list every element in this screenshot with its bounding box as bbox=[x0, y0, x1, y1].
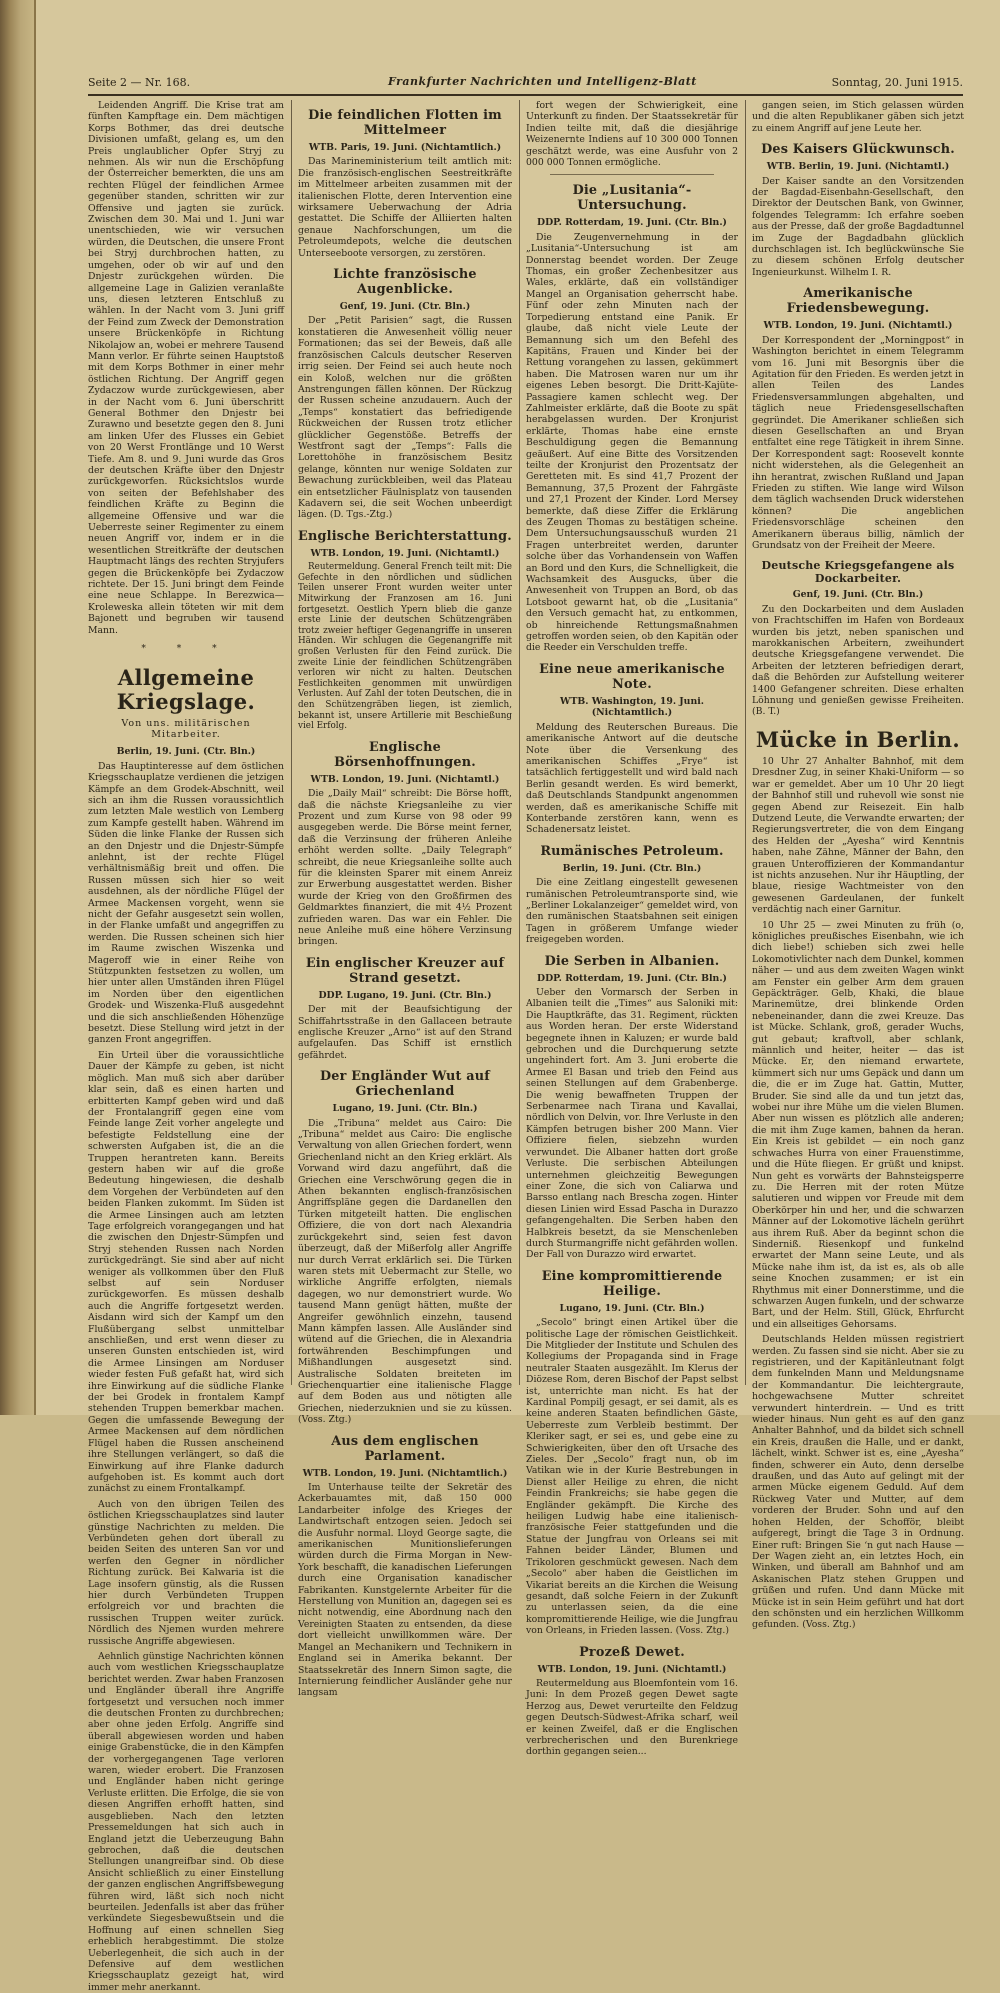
page-header bbox=[88, 72, 963, 96]
dateline: WTB. Berlin, 19. Juni. (Nichtamtl.) bbox=[766, 161, 950, 173]
article-text: Der Korrespondent der „Morningpost“ in Washington berichtet in einem Telegramm vom 16. Juni mit Besorgnis über die Agitation für den Frieden. Es werden jetzt in allen Teilen des Landes Friedensversammlungen abgehalten, und täglich neue Friedensgesellschaften gegründet. Die Amerikaner schließen sich diesen Gesellschaften an und Bryan entfaltet eine rege Tätigkeit in ihrem Sinne. Der Korrespondent sagt: Roosevelt konnte nicht widerstehen, als die Gelegenheit an ihn herantrat, zwischen Rußland und Japan Frieden zu stiften. Wie lange wird Wilson dem täglich wachsenden Druck widerstehen können? Die angeblichen Friedensvorschläge scheinen den Amerikanern überaus billig, nämlich der Grundsatz von der Freiheit der Meere. bbox=[752, 334, 964, 551]
column-4 bbox=[752, 100, 964, 1631]
article-byline: Von uns. militärischen Mitarbeiter. bbox=[121, 717, 251, 740]
article-headline: Lichte französische Augenblicke. bbox=[333, 267, 477, 298]
article-headline: Des Kaisers Glückwunsch. bbox=[761, 142, 955, 158]
article-text: Der mit der Beaufsichtigung der Schiffahrtsstraße in den Gallaceen betraute englische Kreuzer „Arno“ ist auf den Strand aufgelaufen. Das Schiff ist ernstlich gefährdet. bbox=[298, 1004, 512, 1061]
article-headline: Allgemeine Kriegslage. bbox=[116, 664, 256, 714]
article-headline: Eine neue amerikanische Note. bbox=[539, 661, 725, 692]
article-headline: Der Engländer Wut auf Griechenland bbox=[319, 1069, 490, 1100]
article-text: Deutschlands Helden müssen registriert werden. Zu fassen sind sie nicht. Aber sie zu registrieren, und der Kapitänleutnant folgt dem funkelnden Mann und Meldungsname der Kommandantur. Die leichtergraute, hochgewachsene Mutter schreitet verwundert hinterdrein. — Und es tritt wieder hinaus. Nun geht es auf den ganz Anhalter Bahnhof, und da bildet sich schnell ein Kreis, draußen die Halle, und er dankt, lächelt, winkt. Schwer ist es, eine „Ayesha“ finden, schwerer ein Auto, denn derselbe draußen, und das Auto auf gelingt mit der armen Mücke eigenem Geduld. Auf dem Rückweg Vater und Mutter, auf dem vorderen der Bruder. Sohn und auf den hohen Helden, der Schofför, bleibt aufgeregt, bringt die Tage 3 in Ordnung. Einer ruft: Bringen Sie ‘n gut nach Hause — Der Wagen zieht an, ein letztes Hoch, ein Winken, und überall am Bahnhof und am Askanischen Platz stehen Gruppen und grüßen und rufen. Und dann Mücke mit Mücke ist in sein Heim geführt und hat dort den schönsten und ein herzlichen Willkomm gefunden. (Voss. Ztg.) bbox=[752, 1334, 964, 1631]
article-headline: Englische Börsenhoffnungen. bbox=[334, 739, 476, 770]
article-text: Die Zeugenvernehmung in der „Lusitania“-Untersuchung ist am Donnerstag beendet worden. Der Zeuge Thomas, ein großer Zechenbesitzer aus Wales, erklärte, daß ein vollständiger Mangel an Organisation geherrscht habe. Fünf oder zehn Minuten nach der Torpedierung entstand eine Panik. Er glaube, daß nicht viele Leute der Bemannung sich um den Befehl des Kapitäns, Frauen und Kinder bei der Rettung vorangehen zu lassen, gekümmert haben. Die Matrosen waren nur um ihr eigenes Leben besorgt. Die Dritt-Kajüte-Passagiere kamen schlecht weg. Der Zahlmeister erklärte, daß die Boote zu spät herabgelassen wurden. Der Kronjurist erklärte, Thomas habe eine ernste Beschuldigung gegen die Bemannung geäußert. Auf eine Bitte des Vorsitzenden teilte der Kronjurist den Prozentsatz der Geretteten mit. Es sind 41,7 Prozent der Bemannung, 37,5 Prozent der Fahrgäste und 27,1 Prozent der Kinder. Lord Mersey bemerkte, daß diese Ziffer die Erklärung des Zeugen Thomas zu bestätigen scheine. Dem Untersuchungsausschuß wurden 21 Fragen unterbreitet werden, darunter solche über das Vorhandensein von Waffen an Bord und den Kurs, die Schnelligkeit, die Wachsamkeit des Ausgucks, über die Anwesenheit von Truppen an Bord, ob das Lotsboot gewarnt hat, ob die „Lusitania“ den Versuch gemacht hat, zu entkommen, ob hinreichende Rettungsmaßnahmen getroffen worden seien, ob den Kapitän oder die Reeder ein Verschulden treffe. bbox=[526, 231, 738, 654]
article-headline: Ein englischer Kreuzer auf Strand gesetzt. bbox=[305, 955, 505, 986]
article-text: fort wegen der Schwierigkeit, eine Unterkunft zu finden. Der Staatssekretär für Indien teilte mit, daß die diesjährige Weizenernte Indiens auf 10 300 000 Tonnen geschätzt werde, was eine Ausfuhr von 2 000 000 Tonnen ermögliche. bbox=[526, 100, 738, 169]
article-headline: Deutsche Kriegsgefangene als Dockarbeiter. bbox=[761, 559, 955, 586]
article-text: Zu den Dockarbeiten und dem Ausladen von Frachtschiffen im Hafen von Bordeaux wurden bis jetzt, neben spanischen und marokkanischen Arbeitern, zweihundert deutsche Kriegsgefangene verwendet. Die Arbeiten der letzteren befriedigen derart, daß die Behörden zur Aufstellung weiterer 1400 Gefangener schreiten. Diese erhalten Löhnung und genießen gewisse Freiheiten. (B. T.) bbox=[752, 603, 964, 718]
article-headline: Amerikanische Friedensbewegung. bbox=[786, 286, 930, 317]
article-text: Reutermeldung. General French teilt mit: Die Gefechte in den nördlichen und südlichen Teilen unserer Front wurden weiter unter Mitwirkung der Franzosen am 16. Juni fortgesetzt. Oestlich Ypern blieb die ganze erste Linie der deutschen Schützengräben trotz zweier heftiger Gegenangriffe in unseren Händen. Wir schlugen die Gegenangriffe mit großen Verlusten für den Feind zurück. Die zweite Linie der feindlichen Schützengräben verloren wir nicht zu halten. Deutschen Festlichkeiten genommen mit unwürdigen Verlusten. Auf Zahl der toten Deutschen, die in den Schützengräben liegen, ist ziemlich, bekannt ist, unsere Artillerie mit Beschießung viel Erfolg. bbox=[298, 562, 512, 732]
article-headline: Aus dem englischen Parlament. bbox=[331, 1433, 479, 1464]
article-text: Der Kaiser sandte an den Vorsitzenden der Bagdad-Eisenbahn-Gesellschaft, den Direktor der Deutschen Bank, von Gwinner, folgendes Telegramm: Ich erfahre soeben aus der Presse, daß der große Bagdadtunnel im Zuge der Bagdadbahn glücklich durchschlagen ist. Ich beglückwünsche Sie zu diesem schönen Erfolg deutscher Ingenieurkunst. Wilhelm I. R. bbox=[752, 175, 964, 278]
article-text: 10 Uhr 27 Anhalter Bahnhof, mit dem Dresdner Zug, in seiner Khaki-Uniform — so war er gemeldet. Aber um 10 Uhr 20 liegt der Bahnhof still und ruhevoll wie sonst nie gegen Abend zur Reisezeit. Ein halb Dutzend Leute, die Verwandte erwarten; der Regierungsvertreter, die von dem Eingang des Helden der „Ayesha“ wird Kenntnis haben, nahe Zähne, Männer der Bahn, den grauen Unteroffizieren der Kommandantur ist nichts anzusehen. Nur ihr Häuptling, der blaue, riesige Wachtmeister von den gewesenen Gardeulanen, der funkelt verdächtig nach einer Garnitur. bbox=[752, 755, 964, 916]
dateline: Lugano, 19. Juni. (Ctr. Bln.) bbox=[559, 1302, 705, 1314]
column-rule bbox=[745, 100, 746, 1385]
dateline: DDP. Rotterdam, 19. Juni. (Ctr. Bln.) bbox=[537, 972, 727, 984]
article-text: Die eine Zeitlang eingestellt gewesenen rumänischen Petroleumtransporte sind, wie „Berliner Lokalanzeiger“ gemeldet wird, von den rumänischen Staatsbahnen seit einigen Tagen in größerem Umfange wieder freigegeben worden. bbox=[526, 877, 738, 946]
dateline: WTB. London, 19. Juni. (Nichtamtl.) bbox=[763, 320, 953, 332]
article-text: „Secolo“ bringt einen Artikel über die politische Lage der römischen Geistlichkeit. Die Mitglieder der Institute und Schulen des Kollegiums der Propaganda sind in Frage neutraler Staaten ausgezählt. Im Klerus der Diözese Rom, deren Bischof der Papst selbst ist, unterrichte man nicht. Es hat der Kardinal Pompilj gesagt, er sei damit, als es keine anderen Staaten befindlichen Gäste, Ueberreste zum Verbleib bestimmt. Der Kleriker sagt, er sei es, und gebe eine zu Schwierigkeiten, über den oft Ursache des Zieles. Der „Secolo“ fragt nun, ob im Vatikan wie in der Kurie Bestrebungen in Dienst aller Heilige zu ehren, die nicht Feindin Frankreichs; sie habe gegen die Engländer gekämpft. Die Kirche des heiligen Ludwig habe eine italienisch-französische Feier stattgefunden und die Statue der Jungfrau von Orleans sei mit Fahnen beider Länder, Blumen und Trikoloren geschmückt gewesen. Nach dem „Secolo“ aber haben die Geistlichen im Vikariat bereits an die Kirchen die Weisung gesandt, daß solche Feiern in der Zukunft zu unterlassen seien, da die eine kompromittierende Heilige, wie die Jungfrau von Orleans, in Frieden lassen. (Voss. Ztg.) bbox=[526, 1317, 738, 1637]
book-binding bbox=[0, 0, 34, 1415]
column-3 bbox=[526, 100, 738, 1758]
article-text: Leidenden Angriff. Die Krise trat am fünften Kampftage ein. Dem mächtigen Korps Bothmer, das drei deutsche Divisionen umfaßt, gelang es, um den Preis unglaublicher Opfer Stryj zu nehmen. Als wir nun die Erschöpfung der Österreicher bemerkten, die uns am rechten Flügel der feindlichen Armee gegenüber standen, schritten wir zur Offensive und jagten sie zurück. Zwischen dem 30. Mai und 1. Juni war unentschieden, wie wir versuchen würden, die Deutschen, die unsere Front bei Stryj durchbrochen hatten, zu umgehen, oder ob wir auf und den Dnjestr zurückgehen würden. Die allgemeine Lage in Galizien veranlaßte uns, diesen letzteren Entschluß zu wählen. In der Nacht vom 3. Juni griff der Feind zum Zweck der Demonstration unsere Brückenköpfe in Richtung Nikolajow an, wobei er mehrere Tausend Mann verlor. Er führte seinen Hauptstoß mit dem Korps Bothmer in einer mehr östlichen Richtung. Der Angriff gegen Zydaczow wurde zurückgewiesen, aber in der Nacht vom 6. Juni überschritt General Bothmer den Dnjestr bei Zurawno und besetzte gegen den 8. Juni am linken Ufer des Flusses ein Gebiet von 20 Werst Frontlänge und 10 Werst Tiefe. Am 8. und 9. Juni wurde das Gros der deutschen Kräfte über den Dnjestr zurückgeworfen. Rücksichtslos wurde von seiten der Befehlshaber des feindlichen Kräfte zu Beginn die allgemeine Offensive und war die Ueberreste seiner Regimenter zu einem neuen Angriff vor, indem er in die wesentlichen Streitkräfte der deutschen Hauptmacht längs des rechten Stryjufers gegen die Brückenköpfe bei Zydaczow richtete. Der 15. Juni bringt dem Feinde eine neue Schlappe. In Berezwica—Kroleweska allein töteten wir mit dem Bajonett und begruben wir tausend Mann. bbox=[88, 100, 284, 636]
dateline: WTB. London, 19. Juni. (Nichtamtl.) bbox=[310, 547, 500, 559]
page-number: Seite 2 — Nr. 168. bbox=[88, 76, 191, 89]
article-text: Reutermeldung aus Bloemfontein vom 16. Juni: In dem Prozeß gegen Dewet sagte Herzog aus, Dewet verurteilte den Feldzug gegen Deutsch-Südwest-Afrika scharf, weil er keinen Zweifel, daß er die Englischen verbrecherischen und den Burenkriege dorthin gegangen seien... bbox=[526, 1677, 738, 1758]
article-text: Aehnlich günstige Nachrichten können auch vom westlichen Kriegsschauplatze berichtet werden. Zwar haben Franzosen und Engländer überall ihre Angriffe fortgesetzt und versuchen noch immer die deutschen Fronten zu durchbrechen; aber ohne jeden Erfolg. Angriffe sind überall abgewiesen worden und haben einige Grabenstücke, die in den Kämpfen der vorhergegangenen Tage verloren waren, wieder erobert. Die Franzosen und Engländer haben nicht geringe Verluste erlitten. Die Erfolge, die sie von diesen Angriffen erhofft hatten, sind ausgeblieben. Nach den letzten Pressemeldungen hat sich auch in England jetzt die Ueberzeugung Bahn gebrochen, daß die deutschen Stellungen unangreifbar sind. Ob diese Ansicht schließlich zu einer Einstellung der ganzen englischen Angriffsbewegung führen wird, läßt sich noch nicht beurteilen. Jedenfalls ist aber das früher verkündete Siegesbewußtsein und die Hoffnung auf einen schnellen Sieg erheblich herabgestimmt. Die stolze Ueberlegenheit, die sich auch in der Defensive auf dem westlichen Kriegsschauplatz gezeigt hat, wird immer mehr anerkannt. bbox=[88, 1651, 284, 1993]
dateline: WTB. London, 19. Juni. (Nichtamtl.) bbox=[310, 773, 500, 785]
article-text: Ueber den Vormarsch der Serben in Albanien teilt die „Times“ aus Saloniki mit: Die Hauptkräfte, das 31. Regiment, rückten aus Worden heran. Der erste Widerstand begegnete ihnen in Kaluzen; er wurde bald gebrochen und die Durchquerung setzte ungehindert fort. Am 3. Juni eroberte die Armee El Basan und trieb den Feind aus seinen Stellungen auf dem Grabenberge. Die wenig bewaffneten Truppen der Serbenarmee nach Tirana und Kavallai, nördlich von Delvin, vor. Ihre Verluste in den Kämpfen betrugen bisher 200 Mann. Vier Offiziere fielen, siebzehn wurden verwundet. Die Albaner hatten dort große Verluste. Die serbischen Abteilungen unternehmen gleichzeitig Bewegungen einer Zone, die sich von Caliarwa und Barsso entlang nach Brescha zogen. Hinter diesen Linien wird Essad Pascha in Durazzo gefangengehalten. Die Serben haben den Halbkreis besetzt, da sie Menschenleben durch Sturmangriffe nicht gefährden wollen. Der Fall von Durazzo wird erwartet. bbox=[526, 987, 738, 1261]
article-headline: Die Serben in Albanien. bbox=[544, 953, 720, 969]
article-headline: Englische Berichterstattung. bbox=[298, 528, 512, 544]
dateline: Genf, 19. Juni. (Ctr. Bln.) bbox=[339, 301, 471, 313]
divider bbox=[550, 174, 714, 175]
article-text: 10 Uhr 25 — zwei Minuten zu früh (o, königliches preußisches Eisenbahn, wie ich dich liebe!) schieben sich zwei helle Lokomotivlichter nach dem Dunkel, kommen näher — und aus dem zweiten Wagen winkt am Fenster ein gelber Arm dem grauen Gepäckträger. Gelb, Khaki, die blaue Marinemütze, drei blinkende Orden nebeneinander, dann die zwei Kreuze. Das ist Mücke. Schlank, groß, gerader Wuchs, gut gebaut; kraftvoll, aber schlank, männlich und heiter, heiter — das ist Mücke. Er, den niemand erwartete, kümmert sich nur ums Gepäck und dann um die, die er im Zuge hat. Gattin, Mutter, Bruder. Sie sind alle da und tun jetzt das, wobei nur ihre Mühe um die vielen Blumen. Aber nun wissen es plötzlich alle anderen; die mit ihm Zuge kamen, bahnen da heran. Ein Kreis ist gebildet — ein noch ganz schwaches Hurra von einer Frauenstimme, und die Hüte fliegen. Er grüßt und knipst. Nun geht es vorwärts der Bahnsteigsperre zu. Die Herren mit der roten Mütze salutieren und wippen vor Freude mit dem Oberkörper hin und her, und die schwarzen Männer auf der Lokomotive lächeln gerührt aus ihrem Ruß. Aber da beginnt schon die Sinderniß. Riesenkopf und funkelnd erwartet der Mann seine Leute, und als Mücke nahe ihm ist, da ist es, als ob alle seine Knochen zusammen; er ist ein Rhythmus mit einer Donnerstimme, und die schwarzen Augen funkeln, und der schwarze Bart, und der Helm. Still, Glück, Ehrfurcht und ein allseitiges Gehorsams. bbox=[752, 919, 964, 1330]
article-text: Die „Daily Mail“ schreibt: Die Börse hofft, daß die nächste Kriegsanleihe zu vier Prozent und zum Kurse von 98 oder 99 ausgegeben werde. Die Börse meint ferner, daß die Verzinsung der früheren Anleihe erhöht werden sollte. „Daily Telegraph“ schreibt, die neue Kriegsanleihe sollte auch für die kleinsten Sparer mit einem Anreiz zur Erwerbung ausgestattet werden. Bisher wurde der Krieg von den Großfirmen des Geldmarktes finanziert, die mit 4½ Prozent zufrieden waren. Das war ein Fehler. Die neue Anleihe muß eine höhere Verzinsung bringen. bbox=[298, 788, 512, 948]
article-headline: Prozeß Dewet. bbox=[579, 1644, 685, 1660]
column-1 bbox=[88, 100, 284, 1993]
dateline: DDP. Lugano, 19. Juni. (Ctr. Bln.) bbox=[318, 989, 492, 1001]
dateline: Lugano, 19. Juni. (Ctr. Bln.) bbox=[332, 1103, 478, 1115]
column-rule bbox=[519, 100, 520, 1385]
column-2 bbox=[298, 100, 512, 1699]
dateline: WTB. London, 19. Juni. (Nichtamtlich.) bbox=[302, 1467, 508, 1479]
dateline: WTB. London, 19. Juni. (Nichtamtl.) bbox=[537, 1663, 727, 1675]
dateline: WTB. Washington, 19. Juni. (Nichtamtlich.) bbox=[560, 695, 704, 719]
article-text: Auch von den übrigen Teilen des östlichen Kriegsschauplatzes sind lauter günstige Nachrichten zu melden. Die Verbündeten gehen dort überall zu beiden Seiten des unteren San vor und werfen den Gegner in nördlicher Richtung zurück. Bei Kalwaria ist die Lage insofern günstig, als die Russen hier durch Verbündeten Truppen erfolgreich vor und brachten die russischen Truppen weiter zurück. Nördlich des Njemen wurden mehrere russische Angriffe abgewiesen. bbox=[88, 1498, 284, 1647]
section-divider: * * * bbox=[141, 644, 231, 655]
article-text: Im Unterhause teilte der Sekretär des Ackerbauamtes mit, daß 150 000 Landarbeiter infolge des Krieges der Landwirtschaft entzogen seien. Jedoch sei die Ausfuhr normal. Lloyd George sagte, die amerikanischen Munitionslieferungen würden durch die Firma Morgan in New-York beschafft, die kanadischen Lieferungen durch eine Organisation kanadischer Fabrikanten. Kunstgelernte Arbeiter für die Herstellung von Munition an, dagegen sei es nicht notwendig, eine Abordnung nach den Vereinigten Staaten zu entsenden, da diese dort vielleicht unwillkommen wäre. Der Mangel an Mechanikern und Technikern in England sei in Amerika bekannt. Der Staatssekretär des Innern Simon sagte, die Internierung feindlicher Ausländer gehe nur langsam bbox=[298, 1482, 512, 1699]
article-headline: Eine kompromittierende Heilige. bbox=[541, 1268, 723, 1299]
dateline: WTB. Paris, 19. Juni. (Nichtamtlich.) bbox=[308, 142, 502, 153]
article-headline: Rumänisches Petroleum. bbox=[540, 843, 724, 859]
article-headline: Die feindlichen Flotten im Mittelmeer bbox=[308, 108, 502, 138]
issue-date: Sonntag, 20. Juni 1915. bbox=[831, 76, 963, 89]
dateline: Genf, 19. Juni. (Ctr. Bln.) bbox=[792, 589, 924, 601]
article-headline: Mücke in Berlin. bbox=[755, 726, 961, 752]
article-text: Die „Tribuna“ meldet aus Cairo: Die „Tribuna“ meldet aus Cairo: Die englische Verwaltung von allen Griechen fordert, wenn Griechenland nicht an den Krieg erklärt. Als Vorwand wird dazu angeführt, daß die Griechen eine Verschwörung gegen die in Athen bekannten englisch-französischen Angriffspläne gegen die Dardanellen den Türken mitgeteilt hatten. Die englischen Offiziere, die von dort nach Alexandria zurückgekehrt sind, seien fest davon überzeugt, daß der Mißerfolg aller Angriffe nur durch Verrat erklärlich sei. Die Türken waren stets mit Uebermacht zur Stelle, wo wirkliche Angriffe erfolgten, niemals dagegen, wo nur demonstriert wurde. Wo tausend Mann genügt hätten, mußte der Angreifer gewöhnlich einzehn, tausend Mann kämpfen lassen. Alle Ausländer sind wütend auf die Griechen, die in Alexandria fortwährenden Beschimpfungen und Mißhandlungen ausgesetzt sind. Australische Soldaten breiteten im Griechenquartier eine italienische Flagge auf dem Boden aus und nötigten alle Griechen, niederzuknien und sie zu küssen. (Voss. Ztg.) bbox=[298, 1117, 512, 1426]
dateline: DDP. Rotterdam, 19. Juni. (Ctr. Bln.) bbox=[537, 217, 727, 229]
column-rule bbox=[291, 100, 292, 1385]
article-text: Das Marineministerium teilt amtlich mit: Die französisch-englischen Seestreitkräfte im Mittelmeer arbeiten zusammen mit der italienischen Flotte, deren Intervention eine wirksamere Ueberwachung der Adria gestattet. Die Schiffe der Alliierten halten genaue Nachforschungen, um die Petroleumdepots, welche die deutschen Unterseeboote versorgen, zu zerstören. bbox=[298, 156, 512, 259]
dateline: Berlin, 19. Juni. (Ctr. Bln.) bbox=[562, 862, 702, 874]
dateline: Berlin, 19. Juni. (Ctr. Bln.) bbox=[116, 746, 256, 758]
masthead: Frankfurter Nachrichten und Intelligenz-Blatt bbox=[388, 75, 697, 88]
article-text: Meldung des Reuterschen Bureaus. Die amerikanische Antwort auf die deutsche Note über die Versenkung des amerikanischen Schiffes „Frye“ ist tatsächlich fertiggestellt und wird bald nach Berlin gesandt werden. Es wird bemerkt, daß Deutschlands Standpunkt angenommen werden, daß es amerikanische Schiffe mit Konterbande zerstören kann, wenn es Schadenersatz leistet. bbox=[526, 721, 738, 836]
article-text: Das Hauptinteresse auf dem östlichen Kriegsschauplatze verdienen die jetzigen Kämpfe an dem Grodek-Abschnitt, weil sich an ihm die Russen voraussichtlich zum letzten Male westlich von Lemberg zum Kampfe gestellt haben. Während im Süden die linke Flanke der Russen sich an den Dnjestr und die Dnjestr-Sümpfe anlehnt, ist der rechte Flügel verhältnismäßig breit und offen. Die Russen müssen sich hier so weit ausdehnen, als der nördliche Flügel der Armee Mackensen vorgeht, wenn sie nicht der Gefahr ausgesetzt sein wollen, in der Flanke umfaßt und angegriffen zu werden. Die Russen scheinen sich hier im Raume zwischen Wiszenka und Mageroff wie in einer Reihe von Stützpunkten festsetzen zu wollen, um hier unter allen Umständen ihren Flügel im Norden über den eigentlichen Grodek- und Wiszenka-Fluß ausgedehnt und die sich anschließenden Höhenzüge besetzt. Diese Stellung wird jetzt in der ganzen Front angegriffen. bbox=[88, 760, 284, 1046]
article-text: Der „Petit Parisien“ sagt, die Russen konstatieren die Anwesenheit völlig neuer Formationen; das sei der Beweis, daß alle französischen Calculs deutscher Reserven irrig seien. Der Feind sei auch heute noch ein Koloß, welchen nur die größten Anstrengungen fällen können. Der Rückzug der Russen scheine anzudauern. Auch der „Temps“ konstatiert das befriedigende Rückweichen der Russen trotz etlicher glücklicher Gegenstöße. Betreffs der Westfront sagt der „Temps“: Falls die Lorettohöhe in französischem Besitz gelange, könnten nur wenige Soldaten zur Bewachung zurückbleiben, weil das Plateau ein entsetzlicher Fäulnisplatz von tausenden Kadavern sei, die seit Wochen unbeerdigt lägen. (D. Tgs.-Ztg.) bbox=[298, 315, 512, 521]
article-headline: Die „Lusitania“-Untersuchung. bbox=[572, 183, 692, 214]
article-text: Ein Urteil über die voraussichtliche Dauer der Kämpfe zu geben, ist nicht möglich. Man muß sich aber darüber klar sein, daß es einen harten und erbitterten Kampf geben wird und daß der Frontalangriff gegen eine vom Feinde lange Zeit vorher angelegte und befestigte Feldstellung eine der schwersten Aufgaben ist, die an die Truppen herantreten kann. Bereits gestern haben wir auf die große Bedeutung hingewiesen, die deshalb dem Vorgehen der Verbündeten auf den beiden Flanken zukommt. Im Süden ist die Armee Linsingen auch am letzten Tage erfolgreich vorangegangen und hat die zwischen den Dnjestr-Sümpfen und Stryj stehenden Russen nach Norden zurückgedrängt. Sie sind aber auf nicht weniger als vollkommen über den Fluß selbst auf sein Norduser zurückgeworfen. Es müssen deshalb auch die Angriffe fortgesetzt werden. Aisdann wird sich der Kampf um den Flußübergang selbst unmittelbar anschließen, und erst wenn dieser zu unseren Gunsten entschieden ist, wird die Armee Linsingen am Norduser wieder festen Fuß gefaßt hat, wird sich ihre Einwirkung auf die südliche Flanke der bei Grodek in frontalem Kampf stehenden Truppen bemerkbar machen. Gegen die umfassende Bewegung der Armee Mackensen auf dem nördlichen Flügel haben die Russen anscheinend ihre Stellungen verlängert, so daß die Einwirkung auf ihre Flanke dadurch aufgehoben ist. Es kommt auch dort zunächst zu einem Frontalkampf. bbox=[88, 1049, 284, 1495]
article-text: gangen seien, im Stich gelassen würden und die alten Republikaner gäben sich jetzt zu einem Angriff auf jene Leute her. bbox=[752, 100, 964, 134]
